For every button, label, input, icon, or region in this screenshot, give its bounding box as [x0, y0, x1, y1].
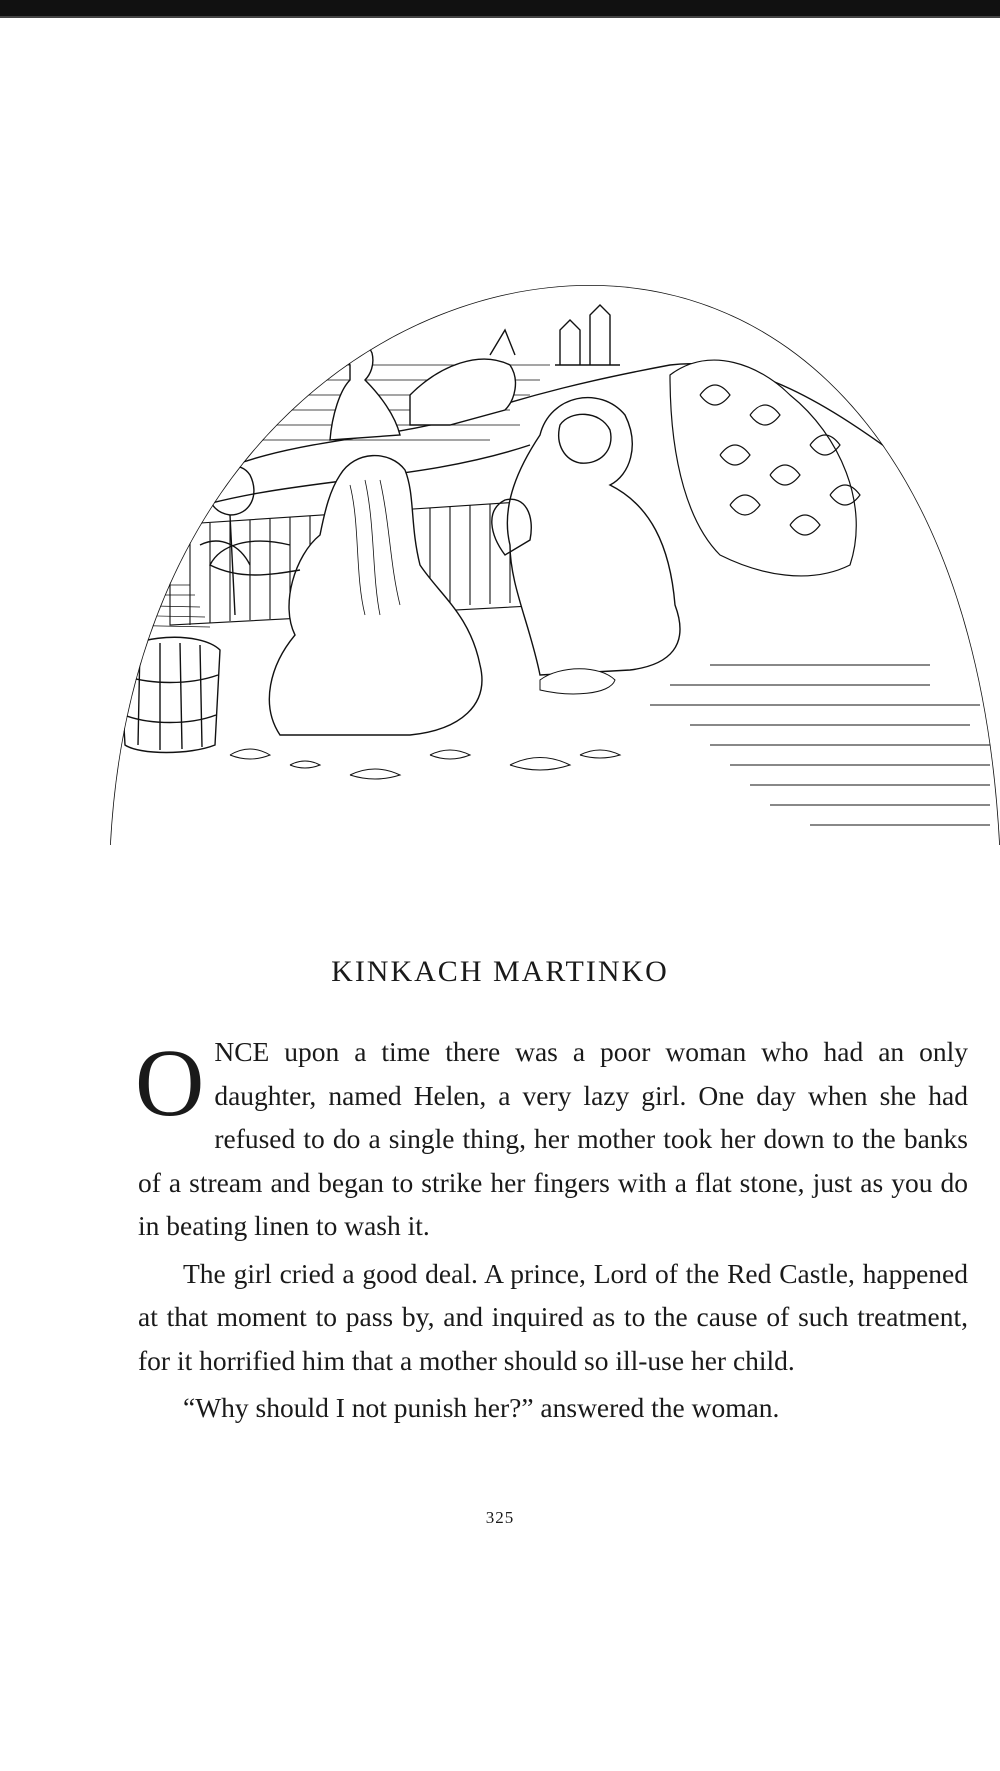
paragraph-2: The girl cried a good deal. A prince, Lord of the Red Castle, happened at that moment to pass by, and inquired as to the cause of such treatment, for it horrified him that a mother should so ill-use her child. [138, 1257, 968, 1376]
paragraph-1 [135, 1029, 968, 1248]
page-number: 325 [485, 1508, 515, 1527]
chapter-title: KINKACH MARTINKO [331, 955, 669, 988]
body-text [135, 1029, 968, 1430]
top-border-rule [0, 0, 1000, 16]
illustration-icon [110, 285, 1000, 885]
paragraph-3: “Why should I not punish her?” answered the woman. [183, 1392, 780, 1423]
drop-cap: O [135, 1029, 205, 1136]
paragraph-1-text: NCE upon a time there was a poor woman who had an only daughter, named Helen, a very lazy girl. One day when she had refused to do a single thing, her mother took her down to the banks of a stream and began to strike her fingers with a flat stone, just as you do in beating linen to wash it. [138, 1036, 968, 1241]
